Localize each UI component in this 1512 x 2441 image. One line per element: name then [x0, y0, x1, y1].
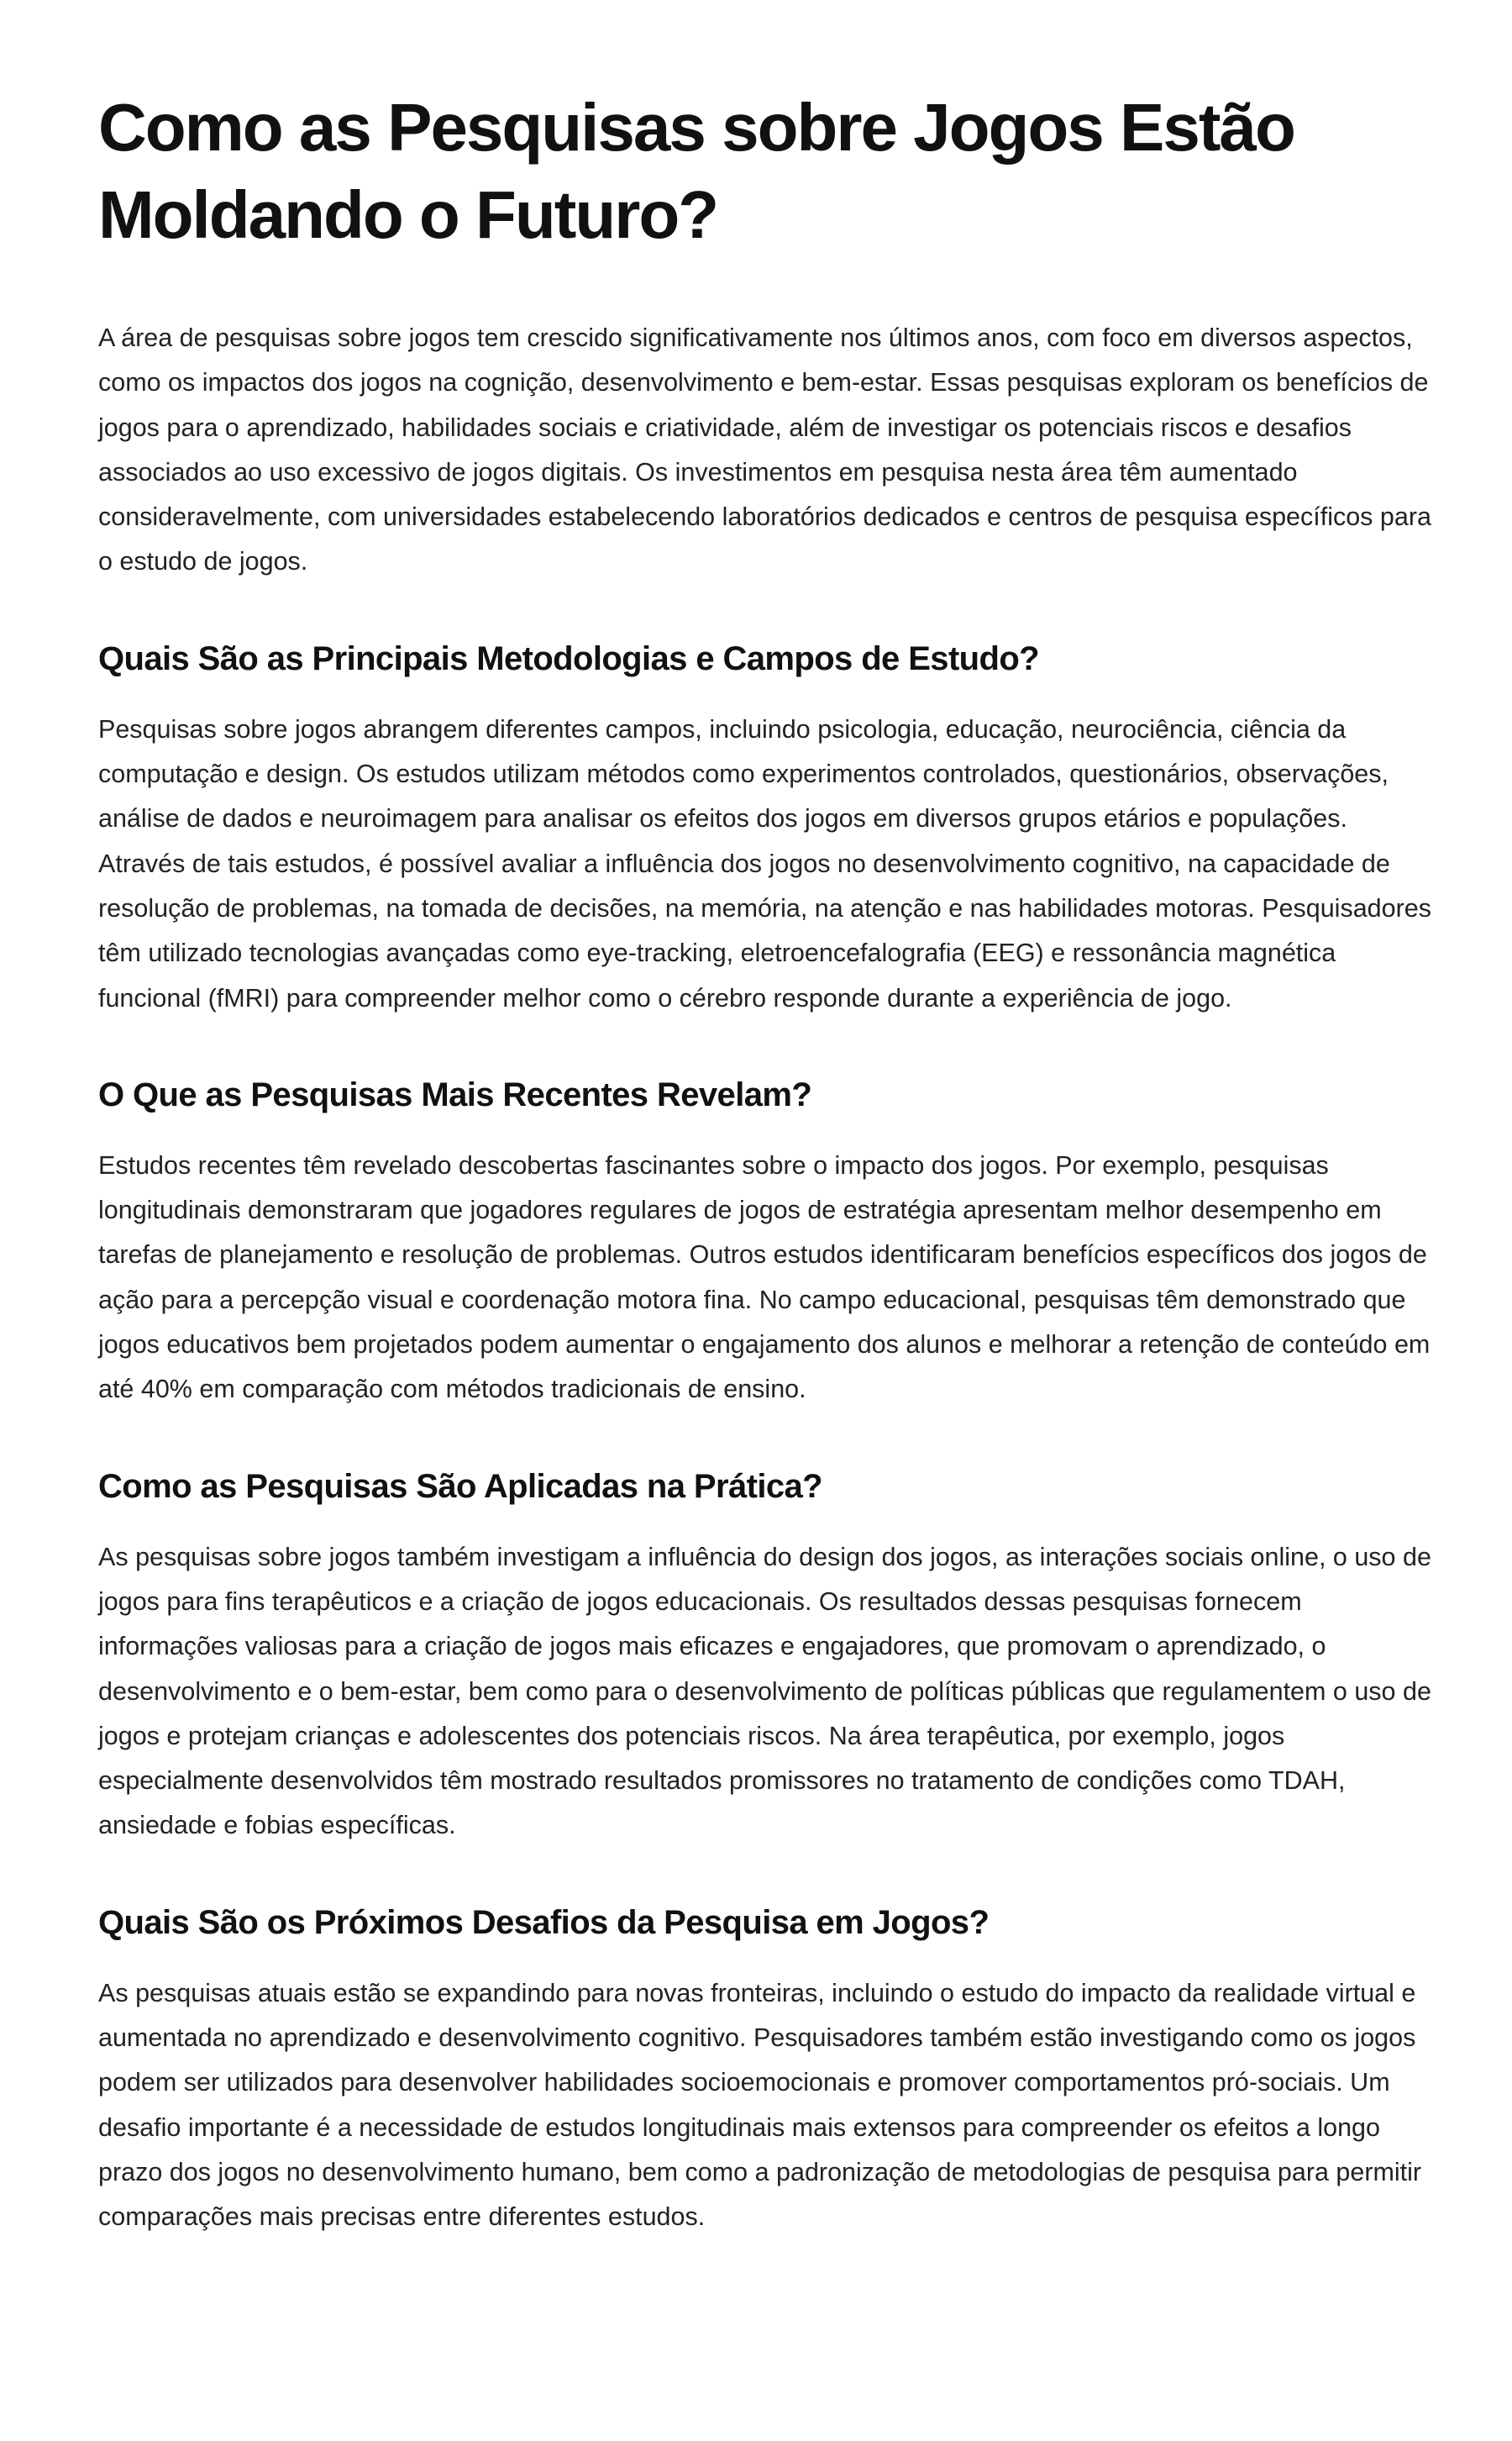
section-paragraph: As pesquisas atuais estão se expandindo para novas fronteiras, incluindo o estudo do impacto da realidade virtual e aumentada no aprendizado e desenvolvimento cognitivo. Pesquisadores também estão investigando como os jogos podem ser utilizados para desenvolver habilidades socioemocionais e promover comportamentos pró-sociais. Um desafio importante é a necessidade de estudos longitudinais mais extensos para compreender os efeitos a longo prazo dos jogos no desenvolvimento humano, bem como a padronização de metodologias de pesquisa para permitir comparações mais precisas entre diferentes estudos. [98, 1978, 1422, 2232]
article-title: Como as Pesquisas sobre Jogos Estão Moldando o Futuro? [98, 90, 1294, 252]
section-applications [98, 1463, 1439, 1849]
section-methodologies [98, 635, 1439, 1021]
section-heading: Quais São as Principais Metodologias e Campos de Estudo? [98, 639, 1039, 677]
section-heading: Como as Pesquisas São Aplicadas na Prática? [98, 1467, 822, 1505]
section-heading: O Que as Pesquisas Mais Recentes Revelam? [98, 1076, 812, 1113]
article [98, 84, 1439, 2240]
section-paragraph: As pesquisas sobre jogos também investigam a influência do design dos jogos, as interações sociais online, o uso de jogos para fins terapêuticos e a criação de jogos educacionais. Os resultados dessas pesquisas fornecem informações valiosas para a criação de jogos mais eficazes e engajadores, que promovam o aprendizado, o desenvolvimento e o bem-estar, bem como para o desenvolvimento de políticas públicas que regulamentem o uso de jogos e protejam crianças e adolescentes dos potenciais riscos. Na área terapêutica, por exemplo, jogos especialmente desenvolvidos têm mostrado resultados promissores no tratamento de condições como TDAH, ansiedade e fobias específicas. [98, 1542, 1431, 1840]
section-challenges [98, 1899, 1439, 2240]
intro-paragraph: A área de pesquisas sobre jogos tem crescido significativamente nos últimos anos, com foco em diversos aspectos, como os impactos dos jogos na cognição, desenvolvimento e bem-estar. Essas pesquisas exploram os benefícios de jogos para o aprendizado, habilidades sociais e criatividade, além de investigar os potenciais riscos e desafios associados ao uso excessivo de jogos digitais. Os investimentos em pesquisa nesta área têm aumentado consideravelmente, com universidades estabelecendo laboratórios dedicados e centros de pesquisa específicos para o estudo de jogos. [98, 324, 1431, 576]
section-paragraph: Estudos recentes têm revelado descobertas fascinantes sobre o impacto dos jogos. Por exemplo, pesquisas longitudinais demonstraram que jogadores regulares de jogos de estratégia apresentam melhor desempenho em tarefas de planejamento e resolução de problemas. Outros estudos identificaram benefícios específicos dos jogos de ação para a percepção visual e coordenação motora fina. No campo educacional, pesquisas têm demonstrado que jogos educativos bem projetados podem aumentar o engajamento dos alunos e melhorar a retenção de conteúdo em até 40% em comparação com métodos tradicionais de ensino. [98, 1150, 1431, 1404]
section-heading: Quais São os Próximos Desafios da Pesquisa em Jogos? [98, 1903, 990, 1941]
section-paragraph: Pesquisas sobre jogos abrangem diferentes campos, incluindo psicologia, educação, neurociência, ciência da computação e design. Os estudos utilizam métodos como experimentos controlados, questionários, observações, análise de dados e neuroimagem para analisar os efeitos dos jogos em diversos grupos etários e populações. Através de tais estudos, é possível avaliar a influência dos jogos no desenvolvimento cognitivo, na capacidade de resolução de problemas, na tomada de decisões, na memória, na atenção e nas habilidades motoras. Pesquisadores têm utilizado tecnologias avançadas como eye-tracking, eletroencefalografia (EEG) e ressonância magnética funcional (fMRI) para compreender melhor como o cérebro responde durante a experiência de jogo. [98, 714, 1431, 1013]
section-recent-findings [98, 1071, 1439, 1413]
